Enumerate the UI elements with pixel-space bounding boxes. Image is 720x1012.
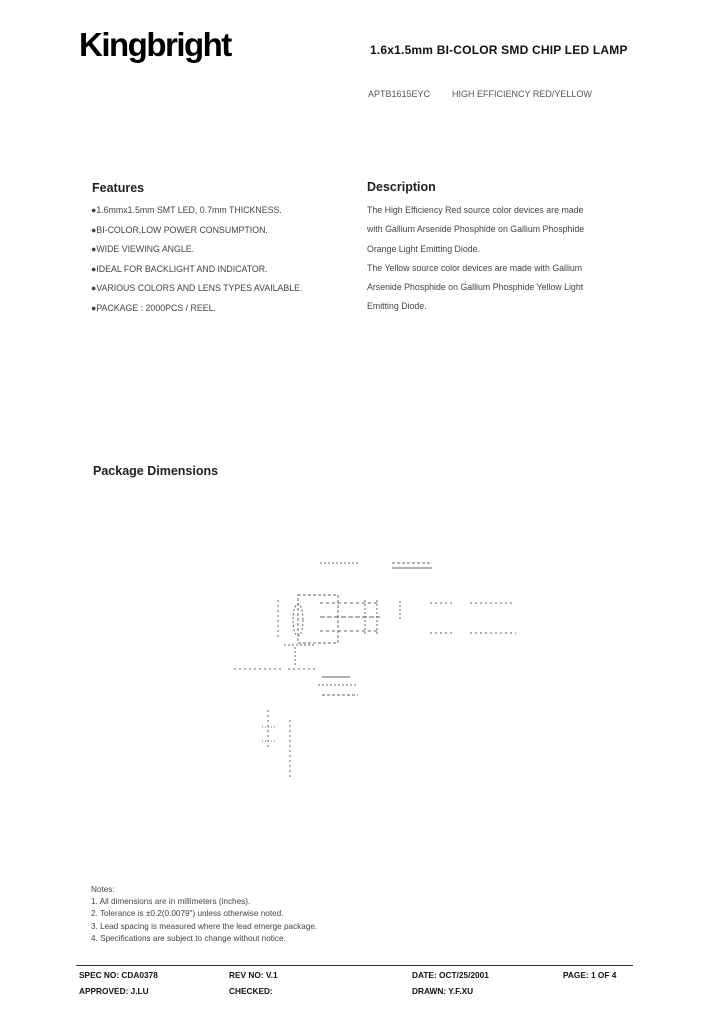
notes-block	[91, 884, 317, 945]
description-heading: Description	[367, 180, 436, 194]
page-indicator: PAGE: 1 OF 4	[563, 970, 617, 980]
notes-heading: Notes:	[91, 885, 115, 894]
feature-item: ●VARIOUS COLORS AND LENS TYPES AVAILABLE.	[91, 283, 303, 293]
part-description: HIGH EFFICIENCY RED/YELLOW	[452, 89, 592, 99]
document-date: DATE: OCT/25/2001	[412, 970, 489, 980]
note-item: 2. Tolerance is ±0.2(0.0079") unless otherwise noted.	[91, 909, 284, 919]
features-list	[91, 201, 361, 318]
package-dimensions-heading: Package Dimensions	[93, 464, 219, 478]
footer-divider	[76, 965, 633, 966]
approved-by: APPROVED: J.LU	[79, 986, 149, 996]
revision-number: REV NO: V.1	[229, 970, 278, 980]
note-item: 3. Lead spacing is measured where the lead emerge package.	[91, 921, 318, 931]
document-title: 1.6x1.5mm BI-COLOR SMD CHIP LED LAMP	[370, 43, 628, 57]
description-line: with Gallium Arsenide Phosphide on Gallium Phosphide	[367, 224, 585, 235]
feature-item: ●WIDE VIEWING ANGLE.	[91, 244, 195, 254]
description-line: Emitting Diode.	[367, 301, 427, 312]
checked-by: CHECKED:	[229, 986, 273, 996]
feature-item: ●1.6mmx1.5mm SMT LED, 0.7mm THICKNESS.	[91, 205, 282, 215]
package-dimensions-drawing	[220, 545, 540, 795]
description-line: The High Efficiency Red source color devices are made	[367, 205, 584, 215]
feature-item: ●PACKAGE : 2000PCS / REEL.	[91, 302, 216, 313]
feature-item: ●IDEAL FOR BACKLIGHT AND INDICATOR.	[91, 263, 268, 274]
note-item: 4. Specifications are subject to change without notice.	[91, 933, 286, 943]
note-item: 1. All dimensions are in millimeters (inches).	[91, 897, 251, 907]
part-number: APTB1615EYC	[368, 89, 431, 99]
features-heading: Features	[92, 181, 145, 195]
description-line: Arsenide Phosphide on Gallium Phosphide Yellow Light	[367, 282, 584, 293]
description-line: Orange Light Emitting Diode.	[367, 243, 480, 254]
description-text	[367, 201, 627, 317]
chip-outline	[298, 595, 338, 643]
drawn-by: DRAWN: Y.F.XU	[412, 986, 474, 996]
brand-logo: Kingbright	[79, 26, 231, 63]
description-line: The Yellow source color devices are made with Gallium	[367, 262, 583, 273]
spec-number: SPEC NO: CDA0378	[79, 970, 158, 980]
feature-item: ●BI-COLOR,LOW POWER CONSUMPTION.	[91, 224, 268, 235]
